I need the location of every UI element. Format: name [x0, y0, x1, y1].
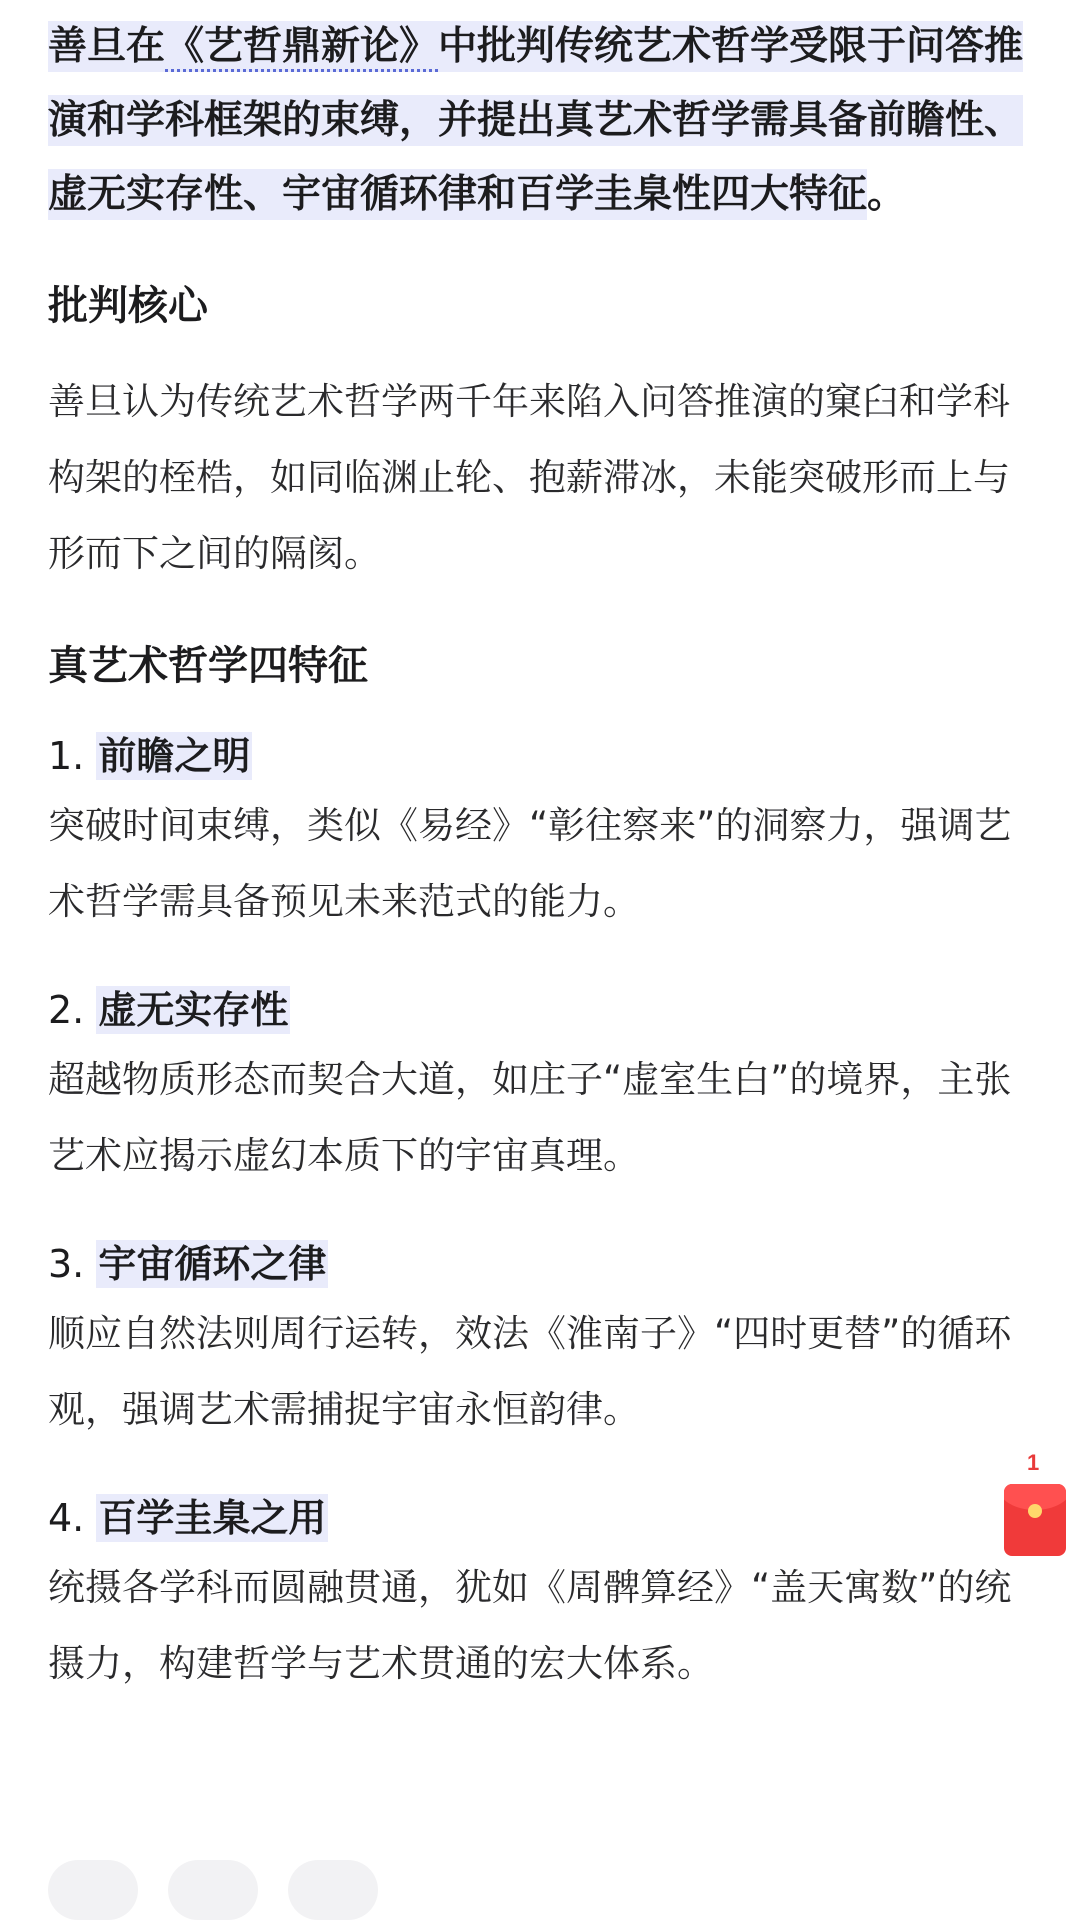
feature-title: 百学圭臬之用 — [98, 1496, 327, 1540]
feature-title: 虚无实存性 — [98, 988, 289, 1032]
feature-body: 统摄各学科而圆融贯通，犹如《周髀算经》“盖天寓数”的统摄力，构建哲学与艺术贯通的宏大体系。 — [48, 1566, 1012, 1685]
article-content — [48, 10, 1038, 1702]
feature-body: 超越物质形态而契合大道，如庄子“虚室生白”的境界，主张艺术应揭示虚幻本质下的宇宙真理。 — [48, 1058, 1012, 1177]
feature-body: 顺应自然法则周行运转，效法《淮南子》“四时更替”的循环观，强调艺术需捕捉宇宙永恒韵律。 — [48, 1312, 1012, 1431]
feature-number: 3. — [48, 1242, 85, 1286]
action-button[interactable] — [48, 1860, 138, 1920]
intro-part1: 善旦在 — [48, 24, 166, 69]
action-button[interactable] — [168, 1860, 258, 1920]
feature-heading — [48, 1232, 1038, 1296]
critique-body: 善旦认为传统艺术哲学两千年来陷入问答推演的窠臼和学科构架的桎梏，如同临渊止轮、抱薪滞冰，未能突破形而上与形而下之间的隔阂。 — [48, 380, 1010, 575]
feature-title: 前瞻之明 — [98, 734, 251, 778]
red-envelope-badge: 1 — [1027, 1450, 1040, 1475]
feature-heading — [48, 724, 1038, 788]
features-heading: 真艺术哲学四特征 — [48, 643, 368, 689]
feature-item-4 — [48, 1486, 1038, 1702]
feature-heading — [48, 1486, 1038, 1550]
feature-title: 宇宙循环之律 — [98, 1242, 327, 1286]
red-envelope-icon[interactable] — [1004, 1484, 1066, 1556]
book-link[interactable]: 《艺哲鼎新论》 — [165, 24, 438, 72]
feature-item-3 — [48, 1232, 1038, 1448]
feature-number: 1. — [48, 734, 85, 778]
bottom-action-bar — [48, 1860, 448, 1900]
intro-end: 。 — [867, 172, 907, 217]
feature-item-2 — [48, 978, 1038, 1194]
critique-heading: 批判核心 — [48, 283, 208, 329]
feature-body: 突破时间束缚，类似《易经》“彰往察来”的洞察力，强调艺术哲学需具备预见未来范式的能力。 — [48, 804, 1012, 923]
action-button[interactable] — [288, 1860, 378, 1920]
feature-number: 4. — [48, 1496, 85, 1540]
envelope-seal — [1028, 1504, 1042, 1518]
feature-heading — [48, 978, 1038, 1042]
feature-number: 2. — [48, 988, 85, 1032]
intro-paragraph — [48, 10, 1038, 232]
intro-part2: 中批判传统艺术哲学受限于问答推演和学科框架的束缚，并提出真艺术哲学需具备前瞻性、虚无实存性、宇宙循环律和百学圭臬性四大特征 — [48, 24, 1024, 217]
feature-item-1 — [48, 724, 1038, 940]
